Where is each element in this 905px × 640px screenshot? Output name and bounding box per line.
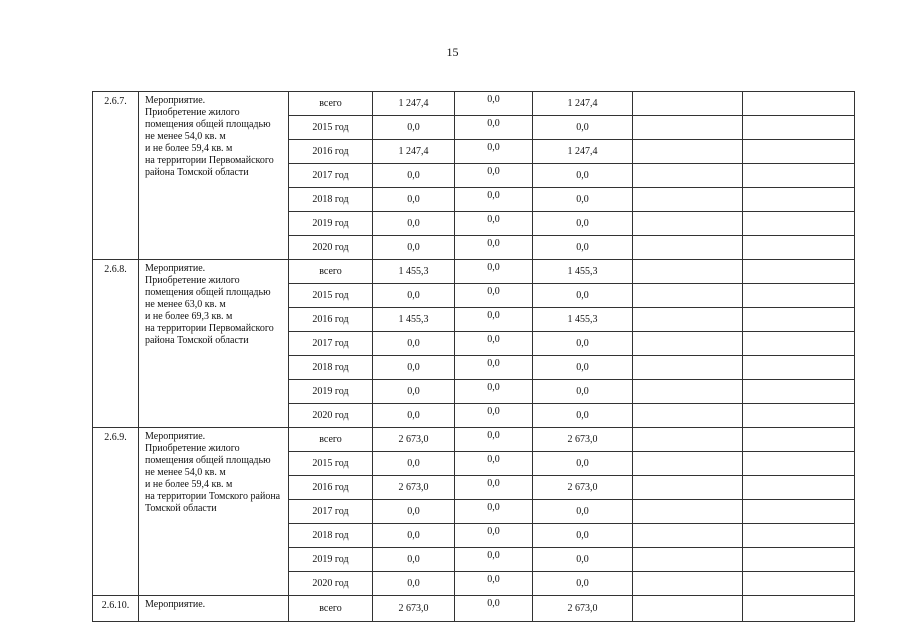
federal-value: 0,0 [455, 572, 533, 596]
period-label: 2020 год [289, 572, 373, 596]
period-label: всего [289, 260, 373, 284]
federal-value: 0,0 [455, 356, 533, 380]
empty-cell [743, 308, 855, 332]
empty-cell [633, 164, 743, 188]
period-label: 2019 год [289, 212, 373, 236]
regional-value: 0,0 [533, 572, 633, 596]
regional-value: 1 247,4 [533, 92, 633, 116]
period-label: всего [289, 92, 373, 116]
period-label: всего [289, 596, 373, 622]
empty-cell [633, 428, 743, 452]
regional-value: 0,0 [533, 524, 633, 548]
total-value: 0,0 [373, 116, 455, 140]
empty-cell [633, 380, 743, 404]
regional-value: 1 247,4 [533, 140, 633, 164]
regional-value: 1 455,3 [533, 308, 633, 332]
total-value: 2 673,0 [373, 476, 455, 500]
regional-value: 0,0 [533, 500, 633, 524]
item-number: 2.6.9. [93, 428, 139, 596]
empty-cell [633, 212, 743, 236]
empty-cell [743, 404, 855, 428]
regional-value: 0,0 [533, 188, 633, 212]
federal-value: 0,0 [455, 596, 533, 622]
item-number: 2.6.7. [93, 92, 139, 260]
empty-cell [743, 260, 855, 284]
total-value: 0,0 [373, 332, 455, 356]
total-value: 1 455,3 [373, 260, 455, 284]
total-value: 0,0 [373, 572, 455, 596]
federal-value: 0,0 [455, 92, 533, 116]
empty-cell [743, 524, 855, 548]
empty-cell [743, 140, 855, 164]
empty-cell [743, 500, 855, 524]
empty-cell [633, 356, 743, 380]
period-label: 2015 год [289, 284, 373, 308]
empty-cell [743, 164, 855, 188]
regional-value: 2 673,0 [533, 596, 633, 622]
regional-value: 0,0 [533, 380, 633, 404]
empty-cell [633, 452, 743, 476]
federal-value: 0,0 [455, 260, 533, 284]
budget-table [92, 91, 855, 622]
period-label: 2018 год [289, 356, 373, 380]
period-label: 2020 год [289, 236, 373, 260]
empty-cell [743, 92, 855, 116]
empty-cell [633, 572, 743, 596]
empty-cell [633, 548, 743, 572]
regional-value: 0,0 [533, 548, 633, 572]
total-value: 1 455,3 [373, 308, 455, 332]
total-value: 0,0 [373, 284, 455, 308]
empty-cell [633, 236, 743, 260]
total-value: 0,0 [373, 188, 455, 212]
federal-value: 0,0 [455, 500, 533, 524]
empty-cell [743, 332, 855, 356]
item-description: Мероприятие. [139, 596, 289, 622]
empty-cell [633, 116, 743, 140]
empty-cell [633, 92, 743, 116]
empty-cell [633, 476, 743, 500]
item-number: 2.6.10. [93, 596, 139, 622]
period-label: 2018 год [289, 524, 373, 548]
empty-cell [633, 524, 743, 548]
item-description: Мероприятие. Приобретение жилого помещения общей площадью не менее 54,0 кв. м и не более 59,4 кв. м на территории Первомайского района Томской области [139, 92, 289, 260]
regional-value: 2 673,0 [533, 428, 633, 452]
total-value: 2 673,0 [373, 428, 455, 452]
empty-cell [633, 332, 743, 356]
empty-cell [633, 596, 743, 622]
empty-cell [743, 380, 855, 404]
total-value: 1 247,4 [373, 140, 455, 164]
regional-value: 0,0 [533, 404, 633, 428]
period-label: 2017 год [289, 332, 373, 356]
empty-cell [633, 260, 743, 284]
table-row [93, 92, 855, 116]
period-label: 2015 год [289, 116, 373, 140]
table-body [93, 92, 855, 622]
regional-value: 0,0 [533, 164, 633, 188]
regional-value: 0,0 [533, 116, 633, 140]
regional-value: 0,0 [533, 332, 633, 356]
federal-value: 0,0 [455, 308, 533, 332]
table-row [93, 596, 855, 622]
total-value: 0,0 [373, 404, 455, 428]
regional-value: 0,0 [533, 284, 633, 308]
period-label: 2018 год [289, 188, 373, 212]
federal-value: 0,0 [455, 524, 533, 548]
table-row [93, 260, 855, 284]
empty-cell [743, 428, 855, 452]
empty-cell [743, 548, 855, 572]
federal-value: 0,0 [455, 212, 533, 236]
period-label: 2020 год [289, 404, 373, 428]
empty-cell [743, 596, 855, 622]
total-value: 1 247,4 [373, 92, 455, 116]
empty-cell [743, 116, 855, 140]
federal-value: 0,0 [455, 116, 533, 140]
federal-value: 0,0 [455, 548, 533, 572]
federal-value: 0,0 [455, 428, 533, 452]
empty-cell [633, 140, 743, 164]
federal-value: 0,0 [455, 140, 533, 164]
federal-value: 0,0 [455, 452, 533, 476]
item-description: Мероприятие. Приобретение жилого помещения общей площадью не менее 63,0 кв. м и не более 69,3 кв. м на территории Первомайского района Томской области [139, 260, 289, 428]
regional-value: 0,0 [533, 236, 633, 260]
empty-cell [743, 212, 855, 236]
federal-value: 0,0 [455, 332, 533, 356]
total-value: 0,0 [373, 500, 455, 524]
period-label: 2019 год [289, 380, 373, 404]
empty-cell [633, 308, 743, 332]
empty-cell [633, 500, 743, 524]
regional-value: 2 673,0 [533, 476, 633, 500]
federal-value: 0,0 [455, 380, 533, 404]
empty-cell [633, 188, 743, 212]
federal-value: 0,0 [455, 164, 533, 188]
empty-cell [633, 284, 743, 308]
empty-cell [743, 572, 855, 596]
period-label: 2016 год [289, 308, 373, 332]
federal-value: 0,0 [455, 404, 533, 428]
federal-value: 0,0 [455, 476, 533, 500]
federal-value: 0,0 [455, 284, 533, 308]
table-row [93, 428, 855, 452]
total-value: 0,0 [373, 212, 455, 236]
federal-value: 0,0 [455, 188, 533, 212]
empty-cell [633, 404, 743, 428]
period-label: 2016 год [289, 476, 373, 500]
regional-value: 1 455,3 [533, 260, 633, 284]
total-value: 2 673,0 [373, 596, 455, 622]
total-value: 0,0 [373, 164, 455, 188]
period-label: 2017 год [289, 500, 373, 524]
item-description: Мероприятие. Приобретение жилого помещения общей площадью не менее 54,0 кв. м и не более 59,4 кв. м на территории Томского района Томской области [139, 428, 289, 596]
regional-value: 0,0 [533, 452, 633, 476]
total-value: 0,0 [373, 236, 455, 260]
regional-value: 0,0 [533, 356, 633, 380]
period-label: 2019 год [289, 548, 373, 572]
total-value: 0,0 [373, 380, 455, 404]
regional-value: 0,0 [533, 212, 633, 236]
total-value: 0,0 [373, 452, 455, 476]
total-value: 0,0 [373, 524, 455, 548]
period-label: 2017 год [289, 164, 373, 188]
empty-cell [743, 236, 855, 260]
page-number: 15 [446, 45, 459, 59]
total-value: 0,0 [373, 356, 455, 380]
period-label: всего [289, 428, 373, 452]
empty-cell [743, 452, 855, 476]
period-label: 2015 год [289, 452, 373, 476]
item-number: 2.6.8. [93, 260, 139, 428]
total-value: 0,0 [373, 548, 455, 572]
empty-cell [743, 476, 855, 500]
empty-cell [743, 284, 855, 308]
federal-value: 0,0 [455, 236, 533, 260]
empty-cell [743, 188, 855, 212]
empty-cell [743, 356, 855, 380]
period-label: 2016 год [289, 140, 373, 164]
